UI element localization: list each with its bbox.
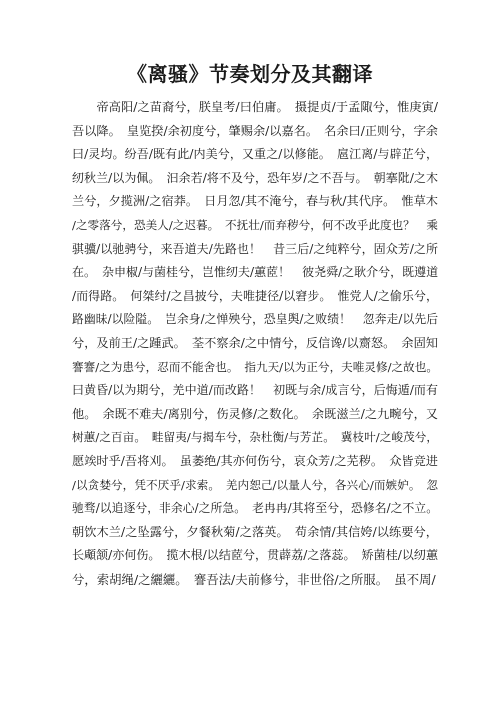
text-line: 曰/灵均。纷吾/既有此/内美兮，又重之/以修能。 扈江离/与辟芷兮，	[72, 147, 438, 162]
text-line: 树蕙/之百亩。 畦留夷/与揭车兮，杂杜衡/与芳芷。 冀枝叶/之峻茂兮，	[72, 430, 438, 445]
text-line: 兮，索胡绳/之纚纚。 謇吾法/夫前修兮，非世俗/之所服。 虽不周/	[72, 571, 436, 587]
text-line: 曰黄昏/以为期兮，羌中道/而改路！ 初既与余/成言兮，后悔遁/而有	[72, 383, 438, 398]
text-line: 吾以降。 皇览揆/余初度兮，肇赐余/以嘉名。 名余曰/正则兮，字余	[72, 123, 438, 138]
text-line: 他。 余既不难夫/离别兮，伤灵修/之数化。 余既滋兰/之九畹兮，又	[72, 406, 438, 421]
text-line: 驰骛/以追逐兮，非余心/之所急。 老冉冉/其将至兮，恐修名/之不立。	[72, 501, 438, 516]
text-line: /而得路。 何桀纣/之昌披兮，夫唯捷径/以窘步。 惟党人/之偷乐兮，	[72, 288, 438, 303]
text-line: 謇謇/之为患兮，忍而不能舍也。 指九天/以为正兮，夫唯灵修/之故也。	[72, 359, 438, 374]
text-line: 路幽昧/以险隘。 岂余身/之惮殃兮，恐皇舆/之败绩！ 忽奔走/以先后	[72, 312, 438, 327]
text-line: 愿竢时乎/吾将刈。 虽萎绝/其亦何伤兮，哀众芳/之芜秽。 众皆竞进	[72, 453, 438, 468]
text-line: 长顑颔/亦何伤。 揽木根/以结茝兮，贯薜荔/之落蕊。 矫菌桂/以纫蕙	[72, 548, 438, 563]
text-line: 纫秋兰/以为佩。 汩余若/将不及兮，恐年岁/之不吾与。 朝搴阰/之木	[72, 170, 438, 185]
text-line: 骐骥/以驰骋兮，来吾道夫/先路也！ 昔三后/之纯粹兮，固众芳/之所	[72, 241, 438, 256]
text-line: 在。 杂申椒/与菌桂兮，岂惟纫夫/蕙茝！ 彼尧舜/之耿介兮，既遵道	[72, 265, 438, 280]
document-title: 《离骚》节奏划分及其翻译	[127, 62, 373, 86]
text-line: 帝高阳/之苗裔兮，朕皇考/曰伯庸。 摄提贞/于孟陬兮，惟庚寅/	[72, 100, 438, 114]
text-line: 兰兮，夕揽洲/之宿莽。 日月忽/其不淹兮，春与秋/其代序。 惟草木	[72, 194, 438, 209]
text-line: /之零落兮，恐美人/之迟暮。 不抚壮/而弃秽兮，何不改乎此度也？ 乘	[72, 217, 438, 232]
text-line: /以贪婪兮，凭不厌乎/求索。 羌内恕己/以量人兮，各兴心/而嫉妒。 忽	[72, 477, 438, 492]
text-line: 朝饮木兰/之坠露兮，夕餐秋菊/之落英。 苟余情/其信姱/以练要兮，	[72, 524, 438, 539]
text-line: 兮，及前王/之踵武。 荃不察余/之中情兮，反信谗/以齌怒。 余固知	[72, 335, 438, 350]
document-body	[72, 96, 438, 591]
